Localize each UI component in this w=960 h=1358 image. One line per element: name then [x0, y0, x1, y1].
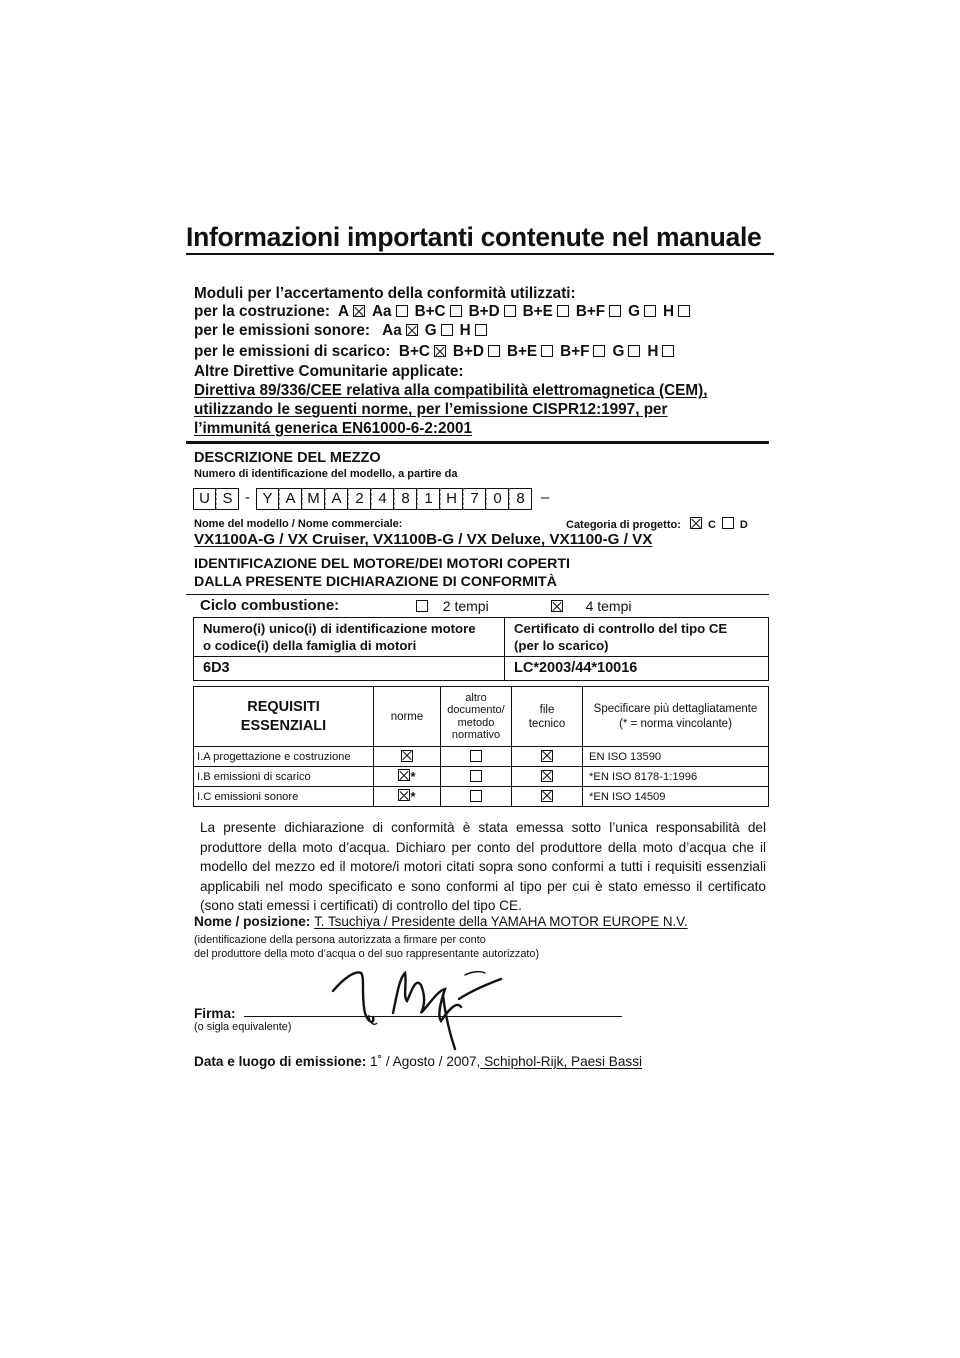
altro-checkbox[interactable] [470, 790, 482, 802]
costruzione-checkbox-h[interactable] [678, 305, 690, 317]
place-value: Schiphol-Rijk, Paesi Bassi [480, 1054, 643, 1069]
costruzione-option-label-a: A [337, 303, 349, 320]
norme-checkbox[interactable] [398, 789, 410, 801]
requirements-rows [194, 747, 769, 807]
norme-cell [374, 787, 441, 807]
direttiva-line-1: Direttiva 89/336/CEE relativa alla compatibilità elettromagnetica (CEM), [194, 382, 708, 399]
req-header [194, 687, 374, 747]
section-divider [186, 441, 769, 444]
engine-col1-header-line: Numero(i) unico(i) di identificazione motore [203, 621, 476, 636]
date-value: 1˚ / Agosto / 2007, [370, 1054, 481, 1069]
req-header-line: REQUISITI [247, 698, 320, 715]
modules-heading: Moduli per l’accertamento della conformità utilizzati: [194, 285, 576, 302]
spec-header-line: (* = norma vincolante) [619, 717, 732, 730]
code-character: A [279, 488, 302, 510]
signature-note: (o sigla equivalente) [194, 1021, 292, 1033]
file-cell [512, 747, 583, 767]
engine-col2-header-line: (per lo scarico) [514, 638, 609, 653]
signature-image [325, 965, 515, 1055]
cycle-option-2[interactable] [412, 598, 489, 614]
scarico-option-label-h: H [647, 343, 659, 360]
file-cell [512, 787, 583, 807]
costruzione-checkbox-a[interactable] [353, 305, 365, 317]
sonore-checkbox-h[interactable] [475, 324, 487, 336]
binding-norm-star: * [410, 789, 416, 804]
code-prefix [193, 488, 239, 510]
costruzione-checkbox-aa[interactable] [396, 305, 408, 317]
category-option-label-c: C [707, 519, 716, 531]
name-note-2: del produttore della moto d’acqua o del suo rappresentante autorizzato) [194, 948, 540, 960]
costruzione-label: per la costruzione: [194, 303, 330, 320]
costruzione-option-label-b-f: B+F [575, 303, 606, 320]
vehicle-id-label: Numero di identificazione del modello, a partire da [194, 468, 458, 480]
engine-col1-header [194, 618, 505, 657]
code-main [256, 488, 532, 510]
file-checkbox[interactable] [541, 750, 553, 762]
category-label: Categoria di progetto: [566, 519, 681, 531]
engine-certificate: LC*2003/44*10016 [505, 657, 769, 681]
code-character: M [302, 488, 325, 510]
model-names: VX1100A-G / VX Cruiser, VX1100B-G / VX Deluxe, VX1100-G / VX [194, 531, 653, 548]
costruzione-option-label-b-c: B+C [414, 303, 446, 320]
altro-header-line: altro [465, 691, 487, 704]
costruzione-checkbox-b-e[interactable] [557, 305, 569, 317]
direttiva-line-3: l’immunitá generica EN61000-6-2:2001 [194, 420, 473, 437]
altre-direttive-heading: Altre Direttive Comunitarie applicate: [194, 363, 464, 380]
file-header-line: tecnico [528, 717, 566, 730]
name-label: Nome / posizione: [194, 914, 311, 929]
file-checkbox[interactable] [541, 770, 553, 782]
norme-header: norme [374, 687, 441, 747]
scarico-option-label-b-f: B+F [560, 343, 590, 360]
sonore-option-label-h: H [459, 322, 471, 339]
engine-col1-header-line: o codice(i) della famiglia di motori [203, 638, 417, 653]
norme-cell [374, 767, 441, 787]
name-note-1: (identificazione della persona autorizzata a firmare per conto [194, 934, 486, 946]
date-place [194, 1054, 642, 1069]
code-character: 8 [509, 488, 532, 510]
date-label: Data e luogo di emissione: [194, 1054, 367, 1069]
scarico-option-label-b-c: B+C [398, 343, 430, 360]
req-header-line: ESSENZIALI [240, 717, 327, 734]
scarico-option-label-g: G [612, 343, 625, 360]
norme-cell [374, 747, 441, 767]
cycle-2-tempi-checkbox[interactable] [416, 600, 428, 612]
code-separator: - [245, 489, 250, 506]
title-rule [186, 253, 774, 255]
sonore-option-label-aa: Aa [382, 322, 402, 339]
costruzione-options [338, 303, 697, 320]
cycle-option-4[interactable] [547, 598, 631, 614]
engine-col2-header [505, 618, 769, 657]
sonore-checkbox-g[interactable] [441, 324, 453, 336]
costruzione-option-label-g: G [628, 303, 641, 320]
scarico-option-label-b-e: B+E [506, 343, 538, 360]
file-cell [512, 767, 583, 787]
scarico-option-label-b-d: B+D [452, 343, 484, 360]
spec-header [583, 687, 769, 747]
costruzione-checkbox-b-d[interactable] [504, 305, 516, 317]
vehicle-id-code [193, 488, 558, 510]
engine-code: 6D3 [194, 657, 505, 681]
category-option-label-d: D [739, 519, 748, 531]
requirement-label: I.B emissioni di scarico [194, 767, 374, 787]
code-character: A [325, 488, 348, 510]
scarico-checkbox-b-e[interactable] [541, 345, 553, 357]
scarico-checkbox-h[interactable] [662, 345, 674, 357]
requirement-row [194, 747, 769, 767]
costruzione-checkbox-g[interactable] [644, 305, 656, 317]
code-character: 8 [394, 488, 417, 510]
scarico-label: per le emissioni di scarico: [194, 343, 391, 360]
requirements-table [193, 686, 769, 807]
code-character: H [440, 488, 463, 510]
costruzione-option-label-b-d: B+D [468, 303, 500, 320]
file-header-line: file [539, 703, 555, 716]
file-checkbox[interactable] [541, 790, 553, 802]
code-character: U [193, 488, 216, 510]
vehicle-heading: DESCRIZIONE DEL MEZZO [194, 450, 381, 466]
sonore-checkbox-aa[interactable] [406, 324, 418, 336]
engine-heading-1: IDENTIFICAZIONE DEL MOTORE/DEI MOTORI COPERTI [194, 556, 570, 572]
page-title: Informazioni importanti contenute nel manuale [186, 222, 762, 252]
scarico-checkbox-b-c[interactable] [434, 345, 446, 357]
name-value: T. Tsuchiya / Presidente della YAMAHA MOTOR EUROPE N.V. [314, 914, 688, 929]
requirement-spec: *EN ISO 14509 [583, 787, 769, 807]
cycle-4-tempi-label: 4 tempi [585, 598, 632, 614]
modules-costruzione [194, 303, 697, 321]
engine-table [193, 617, 769, 681]
altro-cell [441, 767, 512, 787]
altro-header-line: metodo [457, 716, 495, 729]
cycle-label: Ciclo combustione: [200, 597, 340, 614]
code-character: Y [256, 488, 279, 510]
scarico-checkbox-g[interactable] [628, 345, 640, 357]
costruzione-checkbox-b-f[interactable] [609, 305, 621, 317]
engine-rule [186, 594, 769, 595]
direttiva-line-2: utilizzando le seguenti norme, per l’emissione CISPR12:1997, per [194, 401, 668, 418]
name-position [194, 914, 688, 929]
costruzione-checkbox-b-c[interactable] [450, 305, 462, 317]
code-character: 0 [486, 488, 509, 510]
cycle-2-tempi-label: 2 tempi [442, 598, 489, 614]
norme-checkbox[interactable] [401, 750, 413, 762]
code-character: 2 [348, 488, 371, 510]
requirement-spec: *EN ISO 8178-1:1996 [583, 767, 769, 787]
scarico-options [399, 343, 682, 360]
scarico-checkbox-b-f[interactable] [593, 345, 605, 357]
code-character: 4 [371, 488, 394, 510]
altro-header-line: documento/ [447, 704, 505, 716]
requirement-spec: EN ISO 13590 [583, 747, 769, 767]
binding-norm-star: * [410, 769, 416, 784]
modules-sonore [194, 322, 494, 340]
sonore-label: per le emissioni sonore: [194, 322, 370, 339]
requirement-label: I.A progettazione e costruzione [194, 747, 374, 767]
requirement-row [194, 787, 769, 807]
altro-header [441, 687, 512, 747]
altro-cell [441, 747, 512, 767]
altro-cell [441, 787, 512, 807]
model-name-label: Nome del modello / Nome commerciale: [194, 518, 403, 530]
code-character: 1 [417, 488, 440, 510]
file-header [512, 687, 583, 747]
category-checkbox-c[interactable] [690, 517, 702, 529]
category [566, 517, 748, 531]
spec-header-line: Specificare più dettagliatamente [593, 702, 758, 715]
declaration-text: La presente dichiarazione di conformità è stata emessa sotto l’unica responsabilità del produttore della moto d’acqua. Dichiaro per conto del produttore della moto d’acqua che il modello del mezzo ed il motore/i motori citati sopra sono conformi a tutti i requisiti essenziali applicabili nel modo specificato e sono conformi al tipo per cui è stato emesso il certificato (sono stati emessi i certificati) di controllo del tipo CE. [200, 820, 766, 914]
altro-checkbox[interactable] [470, 750, 482, 762]
engine-col2-header-line: Certificato di controllo del tipo CE [514, 621, 728, 636]
sonore-option-label-g: G [424, 322, 437, 339]
category-checkbox-d[interactable] [722, 517, 734, 529]
norme-checkbox[interactable] [398, 769, 410, 781]
code-character: 7 [463, 488, 486, 510]
code-suffix: – [540, 489, 550, 506]
modules-scarico [194, 343, 681, 361]
altro-checkbox[interactable] [470, 770, 482, 782]
category-options [684, 519, 748, 531]
costruzione-option-label-h: H [663, 303, 675, 320]
sonore-options [382, 322, 494, 339]
scarico-checkbox-b-d[interactable] [488, 345, 500, 357]
signature-label: Firma: [194, 1006, 236, 1021]
engine-heading-2: DALLA PRESENTE DICHIARAZIONE DI CONFORMITÀ [194, 574, 557, 590]
costruzione-option-label-aa: Aa [372, 303, 392, 320]
requirement-label: I.C emissioni sonore [194, 787, 374, 807]
requirement-row [194, 767, 769, 787]
cycle-4-tempi-checkbox[interactable] [551, 600, 563, 612]
costruzione-option-label-b-e: B+E [522, 303, 553, 320]
code-character: S [216, 488, 239, 510]
altro-header-line: normativo [451, 729, 501, 741]
